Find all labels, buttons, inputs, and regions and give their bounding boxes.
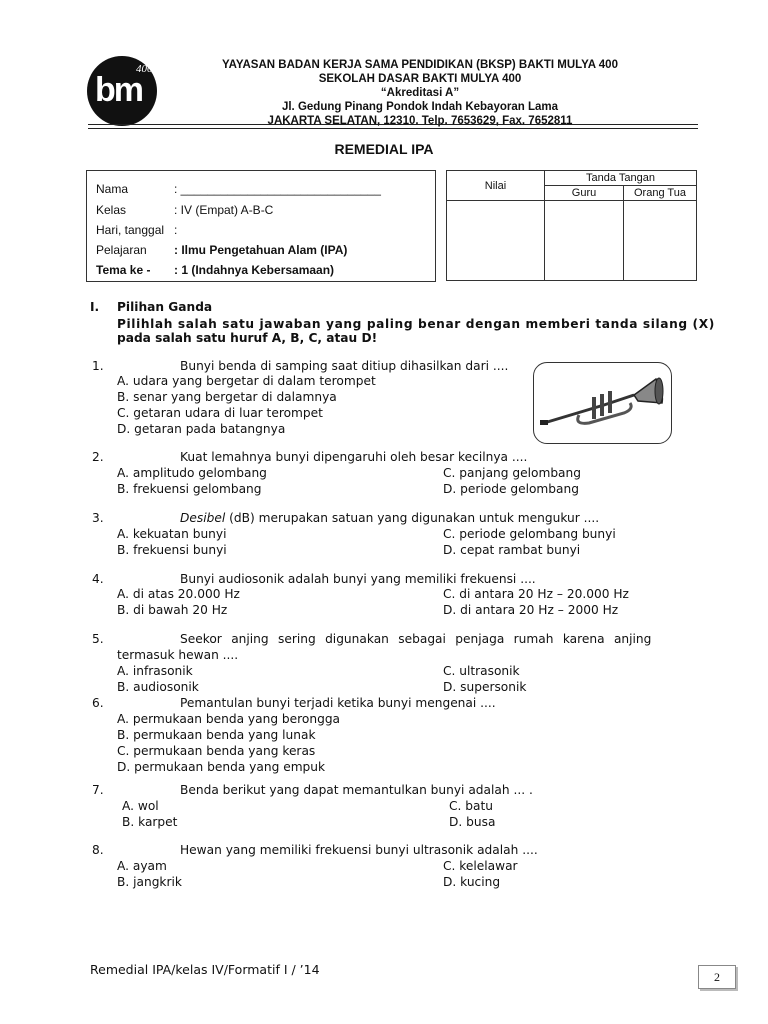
letterhead	[180, 58, 660, 128]
q3-option-c[interactable]: C. periode gelombang bunyi	[443, 527, 616, 541]
footer-text: Remedial IPA/kelas IV/Formatif I / ’14	[90, 962, 320, 977]
score-signature-table	[446, 170, 697, 281]
section-title: Pilihan Ganda	[117, 300, 213, 314]
school-name: SEKOLAH DASAR BAKTI MULYA 400	[318, 73, 522, 85]
q6-text: Pemantulan bunyi terjadi ketika bunyi mengenai ....	[180, 696, 496, 710]
q6-number: 6.	[92, 696, 104, 710]
q3-text-rest: (dB) merupakan satuan yang digunakan untuk mengukur ....	[225, 511, 600, 525]
city-phone-line: JAKARTA SELATAN, 12310. Telp. 7653629, Fax. 7652811	[267, 115, 573, 127]
q6-option-d[interactable]: D. permukaan benda yang empuk	[117, 760, 326, 774]
nilai-header: Nilai	[447, 171, 545, 201]
q8-option-d[interactable]: D. kucing	[443, 875, 501, 889]
q3-option-d[interactable]: D. cepat rambat bunyi	[443, 543, 581, 557]
trumpet-image	[533, 362, 672, 444]
foundation-name: YAYASAN BADAN KERJA SAMA PENDIDIKAN (BKSP) BAKTI MULYA 400	[222, 59, 618, 71]
q7-option-d[interactable]: D. busa	[449, 815, 496, 829]
info-kelas-label: Kelas	[96, 203, 127, 217]
q4-text: Bunyi audiosonik adalah bunyi yang memiliki frekuensi ....	[180, 572, 536, 586]
q3-option-b[interactable]: B. frekuensi bunyi	[117, 543, 227, 557]
orang-tua-header: Orang Tua	[624, 186, 697, 201]
q7-text: Benda berikut yang dapat memantulkan bunyi adalah ... .	[180, 783, 533, 797]
q5-option-b[interactable]: B. audiosonik	[117, 680, 199, 694]
q7-number: 7.	[92, 783, 104, 797]
orang-tua-signature-cell[interactable]	[624, 201, 697, 281]
logo-number: 400	[136, 63, 153, 75]
trumpet-icon	[534, 363, 671, 443]
bm-logo-icon	[86, 55, 158, 127]
q4-option-b[interactable]: B. di bawah 20 Hz	[117, 603, 228, 617]
q5-text: Seekor anjing sering digunakan sebagai penjaga rumah karena anjing	[180, 632, 652, 646]
q6-option-a[interactable]: A. permukaan benda yang berongga	[117, 712, 341, 726]
q6-option-b[interactable]: B. permukaan benda yang lunak	[117, 728, 316, 742]
q8-option-a[interactable]: A. ayam	[117, 859, 167, 873]
info-kelas-value: : IV (Empat) A-B-C	[174, 203, 274, 217]
q8-option-b[interactable]: B. jangkrik	[117, 875, 182, 889]
guru-signature-cell[interactable]	[545, 201, 624, 281]
info-pelajaran-label: Pelajaran	[96, 243, 147, 257]
q2-number: 2.	[92, 450, 104, 464]
q1-text: Bunyi benda di samping saat ditiup dihasilkan dari ....	[180, 359, 509, 373]
q4-number: 4.	[92, 572, 104, 586]
q8-text: Hewan yang memiliki frekuensi bunyi ultrasonik adalah ....	[180, 843, 538, 857]
address-line: Jl. Gedung Pinang Pondok Indah Kebayoran Lama	[281, 101, 559, 113]
q7-option-a[interactable]: A. wol	[122, 799, 159, 813]
q5-option-a[interactable]: A. infrasonik	[117, 664, 193, 678]
info-tema-value: : 1 (Indahnya Kebersamaan)	[174, 263, 335, 277]
q5-option-d[interactable]: D. supersonik	[443, 680, 527, 694]
info-hari-label: Hari, tanggal	[96, 223, 165, 237]
q3-term-desibel: Desibel	[180, 511, 226, 525]
q4-option-c[interactable]: C. di antara 20 Hz – 20.000 Hz	[443, 587, 629, 601]
q7-option-c[interactable]: C. batu	[449, 799, 493, 813]
q4-option-a[interactable]: A. di atas 20.000 Hz	[117, 587, 240, 601]
guru-header: Guru	[545, 186, 624, 201]
info-nama-field[interactable]: : ______________________________	[174, 182, 381, 196]
q1-option-a[interactable]: A. udara yang bergetar di dalam terompet	[117, 374, 376, 388]
q2-text: Kuat lemahnya bunyi dipengaruhi oleh besar kecilnya ....	[180, 450, 528, 464]
q8-option-c[interactable]: C. kelelawar	[443, 859, 518, 873]
q8-number: 8.	[92, 843, 104, 857]
accreditation: “Akreditasi A”	[380, 87, 460, 99]
logo-letters: bm	[95, 71, 142, 109]
q7-option-b[interactable]: B. karpet	[122, 815, 178, 829]
section-number: I.	[90, 300, 100, 314]
q3-option-a[interactable]: A. kekuatan bunyi	[117, 527, 227, 541]
q4-option-d[interactable]: D. di antara 20 Hz – 2000 Hz	[443, 603, 619, 617]
q1-option-c[interactable]: C. getaran udara di luar terompet	[117, 406, 323, 420]
info-tema-label: Tema ke -	[96, 263, 151, 277]
q3-number: 3.	[92, 511, 104, 525]
q2-option-b[interactable]: B. frekuensi gelombang	[117, 482, 262, 496]
info-hari-field[interactable]: :	[174, 223, 178, 237]
signature-header: Tanda Tangan	[545, 171, 697, 186]
page-number-box	[698, 965, 736, 989]
q2-option-c[interactable]: C. panjang gelombang	[443, 466, 581, 480]
page-number: 2	[714, 970, 720, 984]
q3-text	[180, 510, 599, 526]
q5-number: 5.	[92, 632, 104, 646]
q2-option-d[interactable]: D. periode gelombang	[443, 482, 579, 496]
q6-option-c[interactable]: C. permukaan benda yang keras	[117, 744, 316, 758]
page-title: REMEDIAL IPA	[334, 141, 434, 157]
info-nama-label: Nama	[96, 182, 129, 196]
q5-option-c[interactable]: C. ultrasonik	[443, 664, 520, 678]
nilai-cell[interactable]	[447, 201, 545, 281]
info-pelajaran-value: : Ilmu Pengetahuan Alam (IPA)	[174, 243, 348, 257]
header-rule-top	[88, 124, 698, 125]
q2-option-a[interactable]: A. amplitudo gelombang	[117, 466, 267, 480]
instruction-line-1: Pilihlah salah satu jawaban yang paling benar dengan memberi tanda silang (X)	[117, 317, 715, 331]
q1-number: 1.	[92, 359, 104, 373]
school-logo	[86, 55, 158, 127]
q5-text-cont: termasuk hewan ....	[117, 648, 239, 662]
instruction-line-2: pada salah satu huruf A, B, C, atau D!	[117, 331, 378, 345]
q1-option-d[interactable]: D. getaran pada batangnya	[117, 422, 286, 436]
header-rule-bottom	[88, 128, 698, 129]
q1-option-b[interactable]: B. senar yang bergetar di dalamnya	[117, 390, 337, 404]
